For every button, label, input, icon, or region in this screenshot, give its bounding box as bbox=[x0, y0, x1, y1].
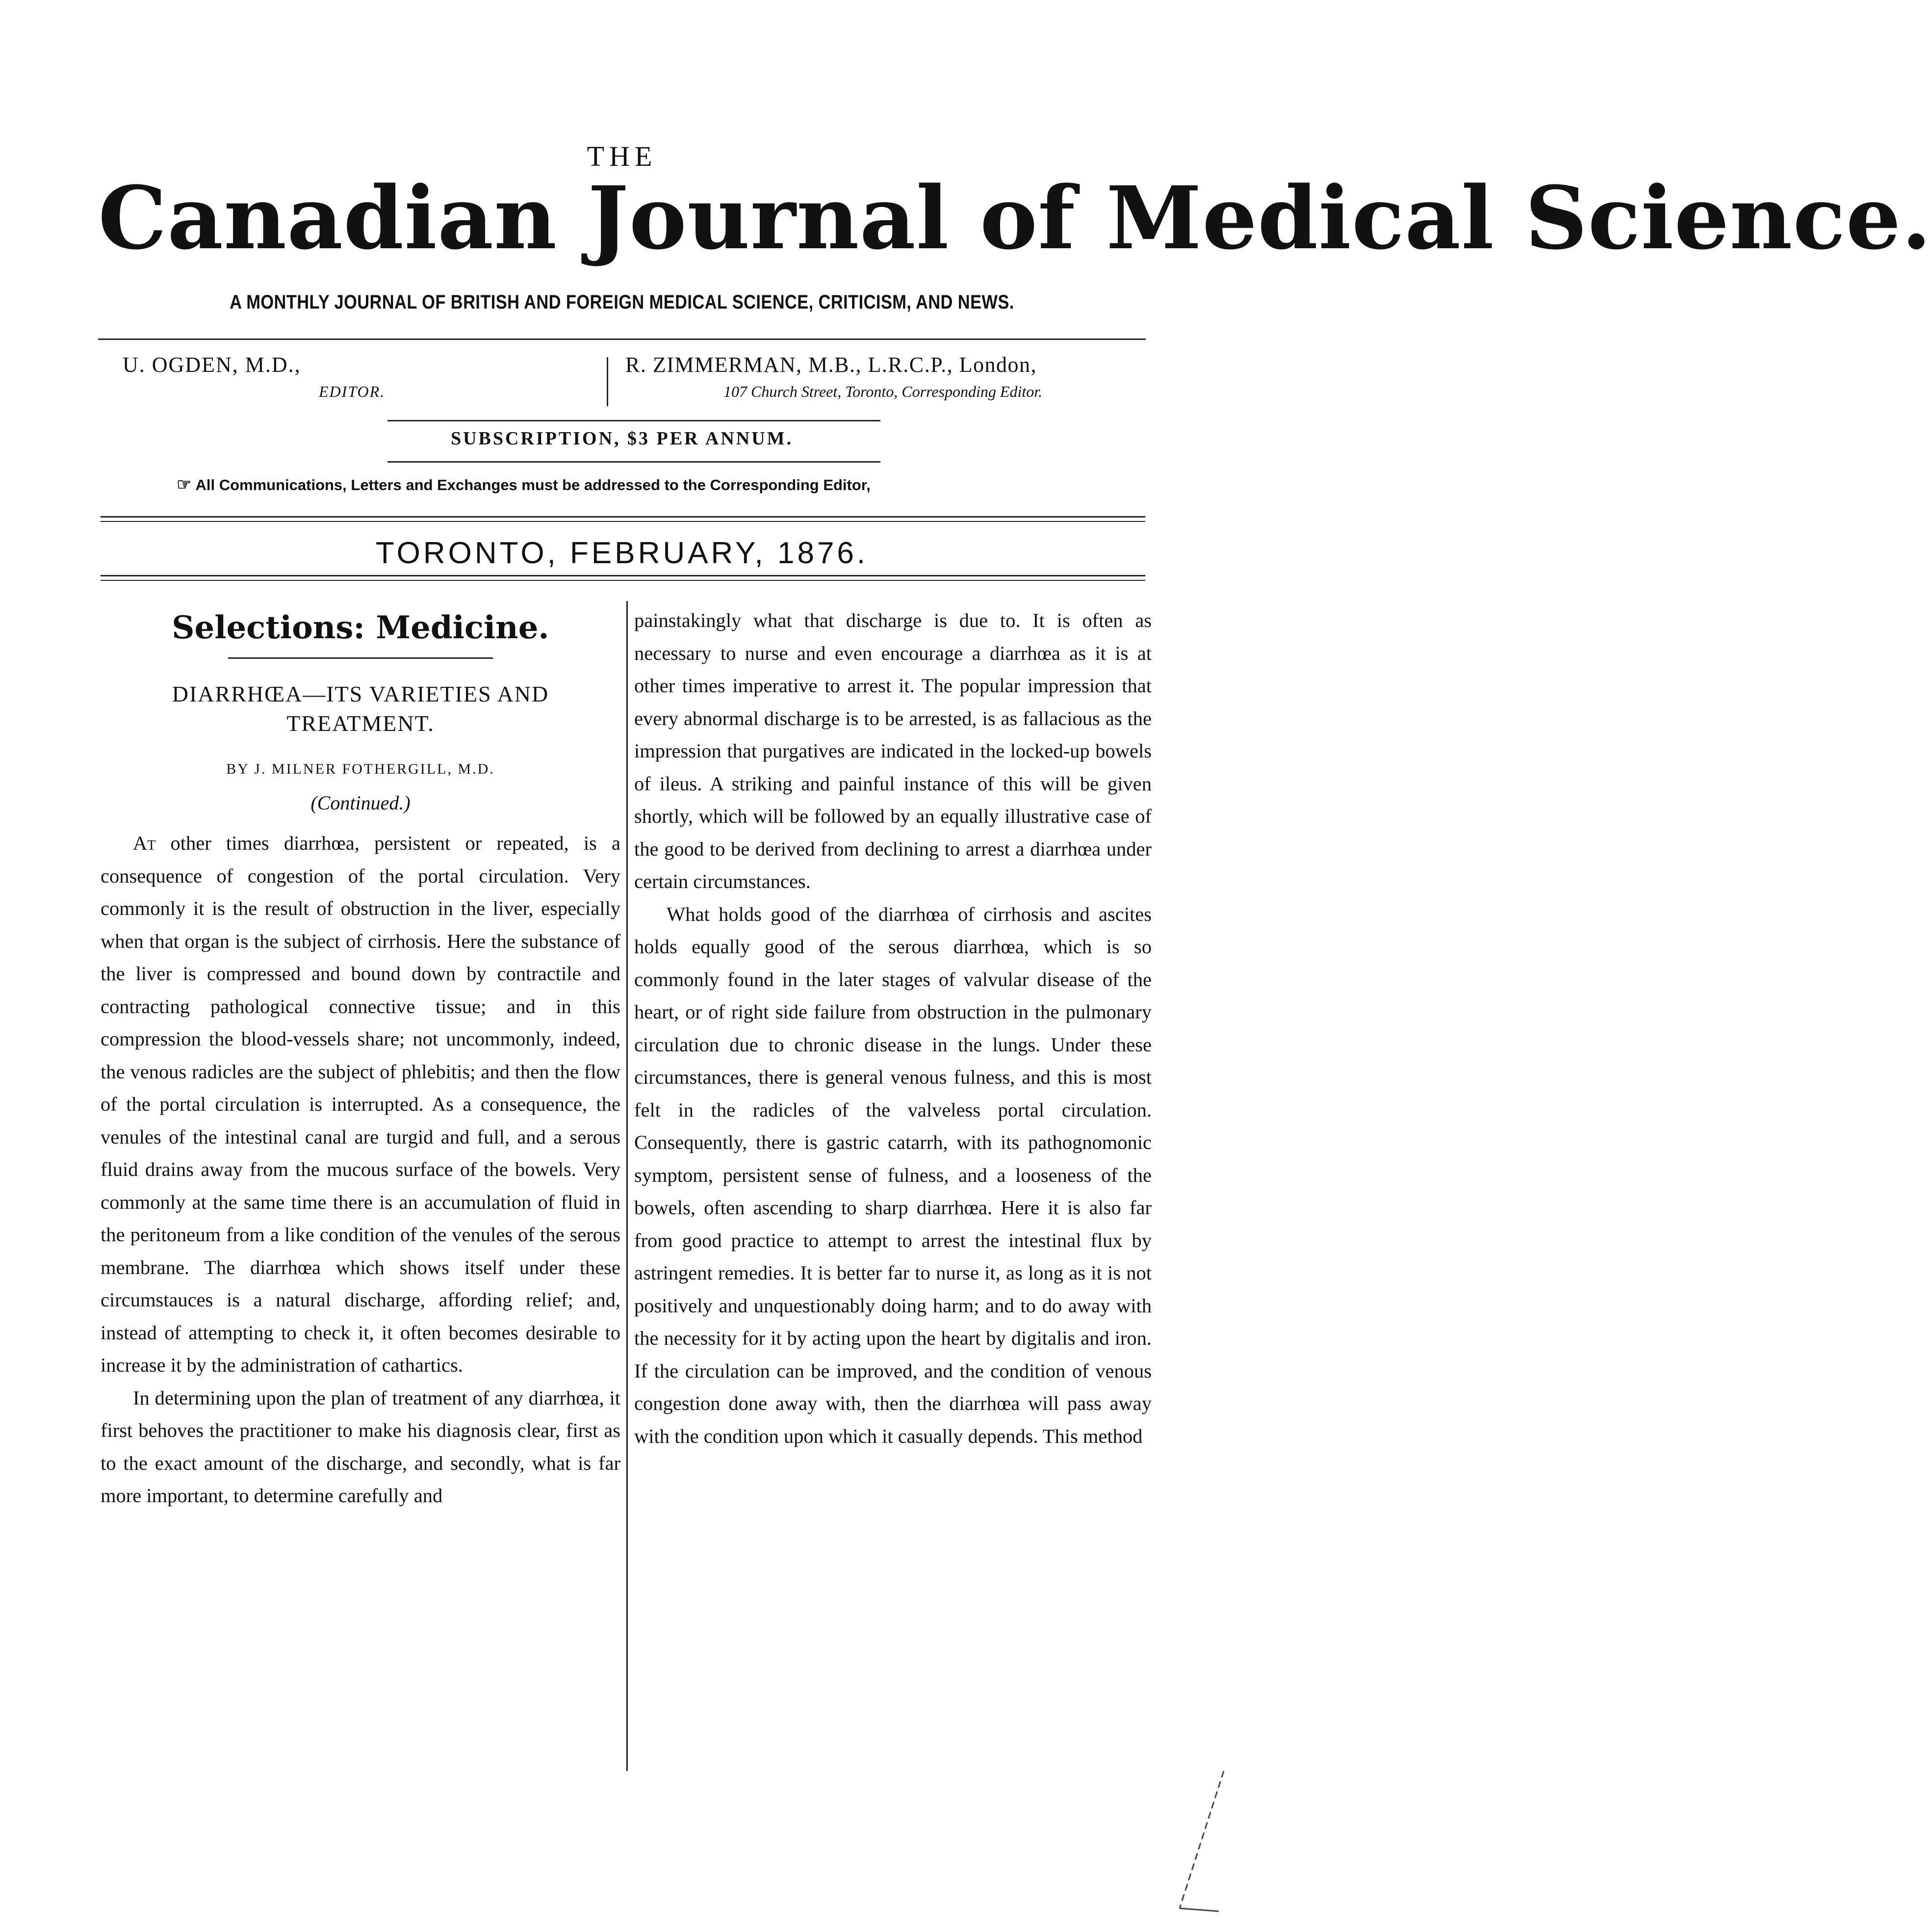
paragraph: What holds good of the diarrhœa of cirrhosis and ascites holds equally good of the serous diarrhœa, which is so commonly found in the later stages of valvular disease of the heart, or of right side failure from obstruction in the pulmonary circulation due to chronic disease in the lungs. Under these circumstances, there is general venous fulness, and this is most felt in the radicles of the valveless portal circulation. Consequently, there is gastric catarrh, with its pathognomonic symptom, persistent sense of fulness, and a looseness of the bowels, often ascending to sharp diarrhœa. Here it is also far from good practice to attempt to arrest the intestinal flux by astringent remedies. It is better far to nurse it, as long as it is not positively and unquestionably doing harm; and to do away with the necessity for it by acting upon the heart by digitalis and iron. If the circulation can be improved, and the condition of venous congestion done away with, then the diarrhœa will pass away with the condition upon which it casually depends. This method bbox=[634, 903, 1152, 1447]
article-title: DIARRHŒA—ITS VARIETIES AND TREATMENT. bbox=[172, 681, 549, 736]
dateline: TORONTO, FEBRUARY, 1876. bbox=[375, 536, 869, 570]
communications-notice bbox=[177, 475, 871, 494]
journal-subtitle: A MONTHLY JOURNAL OF BRITISH AND FOREIGN MEDICAL SCIENCE, CRITICISM, AND NEWS. bbox=[230, 291, 1014, 313]
paragraph bbox=[101, 827, 620, 1382]
editor-role: EDITOR. bbox=[319, 383, 386, 400]
article-byline: BY J. MILNER FOTHERGILL, M.D. bbox=[226, 761, 495, 777]
column-divider bbox=[626, 601, 628, 1771]
dateline-rule-bottom-2 bbox=[101, 580, 1145, 581]
editor-name: U. OGDEN, M.D., bbox=[123, 353, 301, 377]
subscription-rule-top bbox=[387, 420, 880, 421]
section-rule bbox=[228, 657, 493, 659]
drop-word: At bbox=[133, 832, 156, 854]
right-column bbox=[634, 604, 1152, 1453]
editor-divider bbox=[607, 357, 608, 406]
scan-mark-icon bbox=[1175, 1766, 1229, 1913]
subscription-rule-bottom bbox=[387, 461, 880, 463]
masthead-the: THE bbox=[587, 140, 657, 172]
dateline-rule-top-1 bbox=[101, 516, 1145, 518]
subscription-notice: SUBSCRIPTION, $3 PER ANNUM. bbox=[450, 428, 794, 449]
corresponding-editor-name: R. ZIMMERMAN, M.B., L.R.C.P., London, bbox=[625, 353, 1037, 377]
left-column bbox=[101, 604, 620, 1512]
corresponding-editor-block bbox=[625, 352, 1145, 400]
masthead-rule-top bbox=[98, 338, 1146, 340]
pointing-hand-icon: ☞ bbox=[177, 475, 192, 494]
paragraph-text: other times diarrhœa, persistent or repeated, is a consequence of congestion of the portal circulation. Very commonly it is the result of obstruction in the liver, especially when that organ is the subject of cirrhosis. Here the substance of the liver is compressed and bound down by contractile and contracting pathological connective tissue; and in this compression the blood-vessels share; not uncommonly, indeed, the venous radicles are the subject of phlebitis; and then the flow of the portal circulation is interrupted. As a consequence, the venules of the intestinal canal are turgid and full, and a serous fluid drains away from the mucous surface of the bowels. Very commonly at the same time there is an accumulation of fluid in the peritoneum from a like condition of the venules of the serous membrane. The diarrhœa which shows itself under these circumstauces is a natural discharge, affording relief; and, instead of attempting to check it, it often becomes desirable to increase it by the administration of cathartics. bbox=[101, 832, 620, 1376]
paragraph: painstakingly what that discharge is due to. It is often as necessary to nurse and even encourage a diarrhœa as it is at other times imperative to arrest it. The popular impression that every abnormal discharge is to be arrested, is as fallacious as the impression that purgatives are indicated in the locked-up bowels of ileus. A striking and painful instance of this will be given shortly, which will be followed by an equally illustrative case of the good to be derived from declining to arrest a diarrhœa under certain circumstances. bbox=[634, 609, 1152, 892]
journal-title: Canadian Journal of Medical Science. bbox=[98, 167, 1932, 269]
corresponding-editor-role: 107 Church Street, Toronto, Corresponding Editor. bbox=[723, 383, 1043, 400]
paragraph: In determining upon the plan of treatment of any diarrhœa, it first behoves the practitioner to make his diagnosis clear, first as to the exact amount of the discharge, and secondly, what is far more important, to determine carefully and bbox=[101, 1386, 620, 1507]
section-heading: Selections: Medicine. bbox=[172, 609, 549, 646]
dateline-rule-top-2 bbox=[101, 521, 1145, 522]
continued-note: (Continued.) bbox=[310, 792, 411, 814]
dateline-rule-bottom-1 bbox=[101, 575, 1145, 576]
editor-block bbox=[123, 352, 386, 400]
communications-text: All Communications, Letters and Exchanges must be addressed to the Corresponding Editor, bbox=[195, 476, 871, 494]
